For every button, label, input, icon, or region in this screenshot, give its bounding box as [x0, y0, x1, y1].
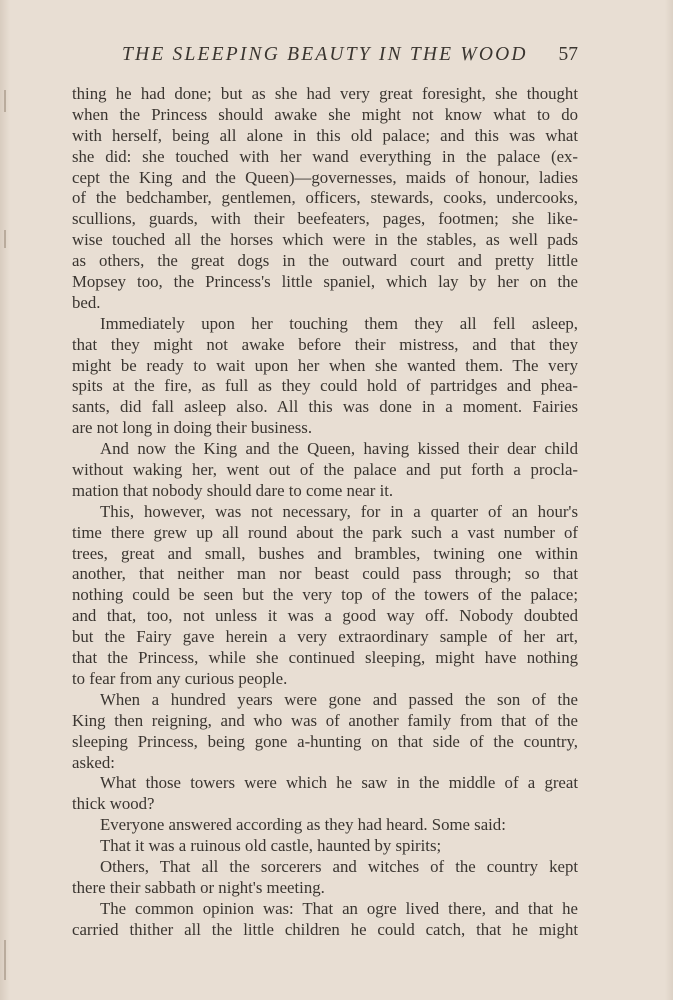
- text-line: nothing could be seen but the very top of the towers of the palace;: [72, 585, 578, 605]
- text-line: wise touched all the horses which were in the stables, as well pads: [72, 230, 578, 250]
- edge-mark: [4, 90, 6, 112]
- text-line: when the Princess should awake she might not know what to do: [72, 104, 578, 124]
- edge-mark: [4, 230, 6, 248]
- text-line: bed.: [72, 292, 101, 312]
- text-line: When a hundred years were gone and passed the son of the: [100, 689, 578, 709]
- text-line: as others, the great dogs in the outward court and pretty little: [72, 251, 578, 271]
- text-line: that the Princess, while she continued sleeping, might have nothing: [72, 648, 578, 668]
- text-line: thing he had done; but as she had very great foresight, she thought: [72, 84, 578, 103]
- text-line: This, however, was not necessary, for in a quarter of an hour's: [100, 501, 578, 521]
- text-line: King then reigning, and who was of another family from that of the: [72, 710, 578, 730]
- text-line: to fear from any curious people.: [72, 668, 288, 688]
- text-line: with herself, being all alone in this old palace; and this was what: [72, 125, 578, 145]
- text-line: carried thither all the little children he could catch, that he might: [72, 919, 578, 939]
- text-line: That it was a ruinous old castle, haunted by spirits;: [100, 836, 442, 856]
- text-line: are not long in doing their business.: [72, 418, 313, 438]
- text-line: she did: she touched with her wand everything in the palace (ex-: [72, 146, 578, 166]
- text-line: Immediately upon her touching them they all fell asleep,: [100, 313, 578, 333]
- text-line: of the bedchamber, gentlemen, officers, stewards, cooks, undercooks,: [72, 188, 578, 208]
- text-line: might be ready to wait upon her when she wanted them. The very: [72, 355, 578, 375]
- running-title: THE SLEEPING BEAUTY IN THE WOOD: [122, 44, 528, 65]
- text-line: Others, That all the sorcerers and witches of the country kept: [100, 856, 578, 876]
- edge-mark: [4, 940, 6, 980]
- text-line: there their sabbath or night's meeting.: [72, 877, 325, 897]
- text-line: time there grew up all round about the park such a vast number of: [72, 522, 578, 542]
- text-line: And now the King and the Queen, having kissed their dear child: [100, 439, 578, 459]
- text-line: spits at the fire, as full as they could hold of partridges and phea-: [72, 376, 578, 396]
- text-line: another, that neither man nor beast could pass through; so that: [72, 564, 578, 584]
- text-line: and that, too, not unless it was a good way off. Nobody doubted: [72, 606, 578, 626]
- text-line: sants, did fall asleep also. All this was done in a moment. Fairies: [72, 397, 578, 417]
- page-left-edge: [0, 0, 10, 1000]
- running-header: [72, 44, 578, 70]
- text-line: asked:: [72, 752, 115, 772]
- text-line: scullions, guards, with their beefeaters, pages, footmen; she like-: [72, 209, 578, 229]
- text-line: thick wood?: [72, 794, 155, 814]
- text-line: trees, great and small, bushes and brambles, twining one within: [72, 543, 578, 563]
- text-line: but the Fairy gave herein a very extraordinary sample of her art,: [72, 627, 578, 647]
- text-line: Mopsey too, the Princess's little spaniel, which lay by her on the: [72, 272, 578, 292]
- text-line: sleeping Princess, being gone a-hunting on that side of the country,: [72, 731, 578, 751]
- text-line: mation that nobody should dare to come near it.: [72, 480, 394, 500]
- text-line: cept the King and the Queen)—governesses, maids of honour, ladies: [72, 167, 578, 187]
- page-right-edge: [665, 0, 673, 1000]
- text-line: The common opinion was: That an ogre lived there, and that he: [100, 898, 578, 918]
- body-text: [72, 84, 578, 941]
- page-number: 57: [558, 44, 578, 65]
- text-line: that they might not awake before their mistress, and that they: [72, 334, 578, 354]
- text-line: without waking her, went out of the palace and put forth a procla-: [72, 460, 578, 480]
- text-line: Everyone answered according as they had heard. Some said:: [100, 815, 506, 835]
- text-line: What those towers were which he saw in the middle of a great: [100, 773, 578, 793]
